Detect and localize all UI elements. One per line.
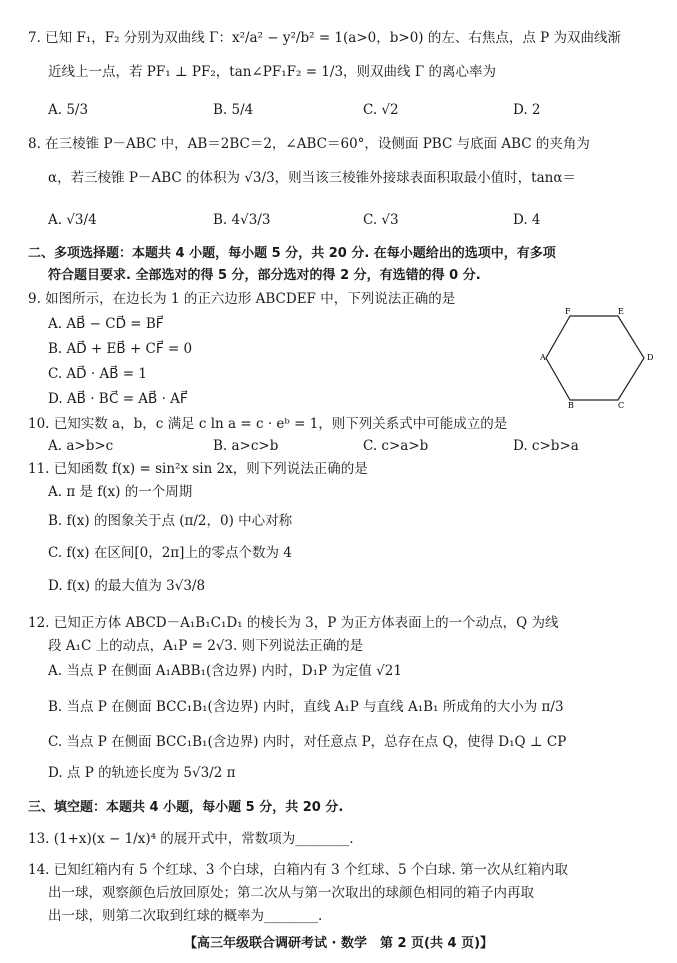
q8-option-d: D. 4 [513,212,541,228]
hexagon-shape [546,316,644,400]
q10-stem: 10. 已知实数 a，b，c 满足 c ln a = c · eᵇ = 1，则下列关系式中可能成立的是 [28,416,508,432]
hex-label-a: A [540,353,546,362]
page-footer: 【高三年级联合调研考试 · 数学 第 2 页(共 4 页)】 [183,936,494,951]
q7-line2: 近线上一点，若 PF₁ ⊥ PF₂，tan∠PF₁F₂ = 1/3，则双曲线 Γ 的离心率为 [48,64,496,80]
hex-label-f: F [565,308,571,316]
q11-option-c: C. f(x) 在区间[0，2π]上的零点个数为 4 [48,545,292,561]
section2-line1: 二、多项选择题：本题共 4 小题，每小题 5 分，共 20 分. 在每小题给出的选项中，有多项 [28,246,556,261]
q9-option-b: B. AD⃗ + EB⃗ + CF⃗ = 0 [48,341,193,357]
q8-line2: α，若三棱锥 P－ABC 的体积为 √3/3，则当该三棱锥外接球表面积取最小值时，tanα＝ [48,170,576,186]
hex-label-b: B [568,401,574,408]
q7-option-d: D. 2 [513,102,541,118]
hex-label-d: D [647,353,654,362]
q13-stem: 13. (1+x)(x − 1/x)⁴ 的展开式中，常数项为________. [28,831,354,847]
q12-line1: 12. 已知正方体 ABCD－A₁B₁C₁D₁ 的棱长为 3，P 为正方体表面上的一个动点，Q 为线 [28,615,559,631]
q11-option-d: D. f(x) 的最大值为 3√3/8 [48,578,206,594]
q9-stem: 9. 如图所示，在边长为 1 的正六边形 ABCDEF 中，下列说法正确的是 [28,291,456,307]
hexagon-figure [540,308,660,408]
q12-option-b: B. 当点 P 在侧面 BCC₁B₁(含边界) 内时，直线 A₁P 与直线 A₁B₁ 所成角的大小为 π/3 [48,699,564,715]
q7-option-b: B. 5/4 [213,102,254,118]
section2-line2: 符合题目要求. 全部选对的得 5 分，部分选对的得 2 分，有选错的得 0 分. [48,268,481,283]
q8-line1: 8. 在三棱锥 P－ABC 中，AB＝2BC＝2，∠ABC＝60°，设侧面 PBC 与底面 ABC 的夹角为 [28,136,590,152]
q12-option-a: A. 当点 P 在侧面 A₁ABB₁(含边界) 内时，D₁P 为定值 √21 [48,663,402,679]
q7-option-a: A. 5/3 [48,102,89,118]
hex-label-e: E [618,308,624,316]
q12-option-d: D. 点 P 的轨迹长度为 5√3/2 π [48,765,236,781]
q9-option-d: D. AB⃗ · BC⃗ = AB⃗ · AF⃗ [48,391,188,407]
q10-option-a: A. a>b>c [48,438,114,454]
q9-option-c: C. AD⃗ · AB⃗ = 1 [48,366,147,382]
q8-option-a: A. √3/4 [48,212,97,228]
q7-option-c: C. √2 [363,102,399,118]
q12-line2: 段 A₁C 上的动点，A₁P = 2√3. 则下列说法正确的是 [48,638,364,654]
hex-label-c: C [618,401,625,408]
q10-option-c: C. c>a>b [363,438,429,454]
q11-option-b: B. f(x) 的图象关于点 (π/2，0) 中心对称 [48,513,293,529]
section3-title: 三、填空题：本题共 4 小题，每小题 5 分，共 20 分. [28,800,344,815]
q10-option-d: D. c>b>a [513,438,579,454]
q11-option-a: A. π 是 f(x) 的一个周期 [48,484,193,500]
q7-line1: 7. 已知 F₁，F₂ 分别为双曲线 Γ：x²/a² − y²/b² = 1(a>0，b>0) 的左、右焦点，点 P 为双曲线渐 [28,30,622,46]
q14-line2: 出一球，观察颜色后放回原处；第二次从与第一次取出的球颜色相同的箱子内再取 [48,885,534,901]
q8-option-c: C. √3 [363,212,399,228]
q12-option-c: C. 当点 P 在侧面 BCC₁B₁(含边界) 内时，对任意点 P，总存在点 Q，使得 D₁Q ⊥ CP [48,734,567,750]
q10-option-b: B. a>c>b [213,438,279,454]
q14-line3: 出一球，则第二次取到红球的概率为________. [48,908,323,924]
q11-stem: 11. 已知函数 f(x) = sin²x sin 2x，则下列说法正确的是 [28,461,368,477]
q14-line1: 14. 已知红箱内有 5 个红球、3 个白球，白箱内有 3 个红球、5 个白球. 第一次从红箱内取 [28,862,568,878]
q9-option-a: A. AB⃗ − CD⃗ = BF⃗ [48,316,164,332]
q8-option-b: B. 4√3/3 [213,212,271,228]
